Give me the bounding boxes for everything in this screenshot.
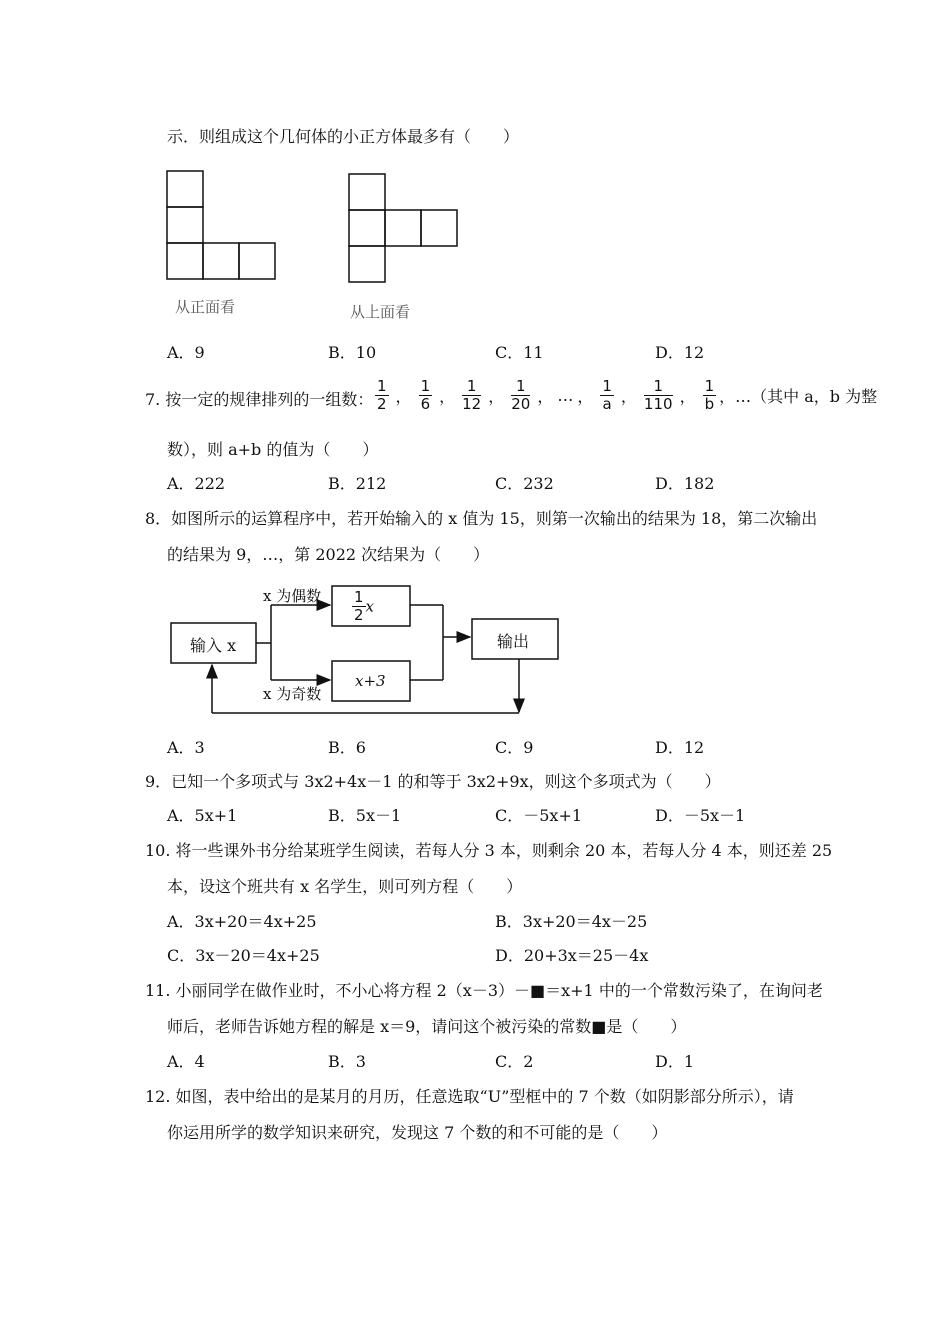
q7-prefix: 7. 按一定的规律排列的一组数： — [145, 390, 374, 409]
q8-line1: 8．如图所示的运算程序中，若开始输入的 x 值为 15，则第一次输出的结果为 18，第二次输出 — [145, 509, 818, 528]
q7-option-c: C．232 — [495, 474, 554, 493]
fraction: $\frac{1}{110}$ — [643, 377, 673, 413]
q6-option-b: B．10 — [328, 343, 377, 362]
top-view-label: 从上面看 — [350, 303, 411, 321]
q10-option-d: D．20+3x＝25－4x — [495, 946, 649, 965]
q9-option-c: C．－5x+1 — [495, 806, 583, 825]
q11-option-b: B．3 — [328, 1052, 366, 1071]
q6-text: 示．则组成这个几何体的小正方体最多有（ ） — [167, 127, 520, 146]
q10-line1: 10. 将一些课外书分给某班学生阅读，若每人分 3 本，则剩余 20 本，若每人分 4 本，则还差 25 — [145, 841, 833, 860]
q8-option-a: A．3 — [167, 738, 205, 757]
q9-option-d: D．－5x－1 — [655, 806, 746, 825]
q7-line2: 数），则 a+b 的值为（ ） — [167, 440, 379, 459]
q7-sequence: $\frac{1}{2}$ ， $\frac{1}{6}$ ， $\frac{1}{12}$ ， $\frac{1}{20}$ ， … ， $\frac{1}{a}$ ， $\frac{1}{110}$ ， $\frac{1}{b}$ ，…（其中 a，b 为整 — [377, 377, 878, 413]
q10-line2: 本，设这个班共有 x 名学生，则可列方程（ ） — [167, 877, 523, 896]
q11-option-a: A．4 — [167, 1052, 205, 1071]
fraction: $\frac{1}{20}$ — [511, 377, 531, 413]
q10-option-b: B．3x+20＝4x－25 — [495, 912, 648, 931]
q9-option-b: B．5x－1 — [328, 806, 402, 825]
q12-line1: 12. 如图，表中给出的是某月的月历，任意选取“U”型框中的 7 个数（如阴影部分所示），请 — [145, 1087, 794, 1106]
q12-line2: 你运用所学的数学知识来研究，发现这 7 个数的和不可能的是（ ） — [167, 1123, 668, 1142]
q8-option-b: B．6 — [328, 738, 366, 757]
half-denominator: 2 — [354, 606, 364, 624]
q8-option-d: D．12 — [655, 738, 705, 757]
fraction: $\frac{1}{a}$ — [602, 377, 612, 413]
flow-odd-label: x 为奇数 — [263, 685, 322, 703]
q6-option-d: D．12 — [655, 343, 705, 362]
q8-line2: 的结果为 9，…，第 2022 次结果为（ ） — [167, 545, 490, 564]
flow-half-expr — [352, 589, 374, 624]
fraction: $\frac{1}{6}$ — [420, 377, 431, 413]
ellipsis: … — [557, 386, 574, 405]
q7-suffix: ，…（其中 a，b 为整 — [719, 387, 878, 406]
front-view-label: 从正面看 — [175, 298, 236, 316]
q9-option-a: A．5x+1 — [167, 806, 238, 825]
fraction: $\frac{1}{12}$ — [462, 377, 482, 413]
flow-plus3-label: x+3 — [355, 672, 386, 690]
q11-line2: 师后，老师告诉她方程的解是 x＝9，请问这个被污染的常数■是（ ） — [167, 1017, 687, 1036]
half-numerator: 1 — [354, 588, 364, 606]
q6-option-a: A．9 — [167, 343, 205, 362]
q8-option-c: C．9 — [495, 738, 534, 757]
q9-text: 9．已知一个多项式与 3x2+4x－1 的和等于 3x2+9x，则这个多项式为（ ） — [145, 772, 721, 791]
flow-input-label: 输入 x — [190, 636, 237, 655]
fraction: $\frac{1}{2}$ — [377, 377, 387, 413]
q11-line1: 11. 小丽同学在做作业时，不小心将方程 2（x－3）－■＝x+1 中的一个常数污染了，在询问老 — [145, 981, 823, 1000]
q11-option-c: C．2 — [495, 1052, 534, 1071]
q10-option-a: A．3x+20＝4x+25 — [167, 912, 317, 931]
q7-option-d: D．182 — [655, 474, 715, 493]
q10-option-c: C．3x－20＝4x+25 — [167, 946, 320, 965]
flow-even-label: x 为偶数 — [263, 587, 322, 605]
q7-option-b: B．212 — [328, 474, 387, 493]
fraction: $\frac{1}{b}$ — [704, 377, 715, 413]
q7-option-a: A．222 — [167, 474, 226, 493]
half-variable: x — [365, 597, 375, 616]
q11-option-d: D．1 — [655, 1052, 695, 1071]
flow-output-label: 输出 — [497, 632, 530, 651]
q6-option-c: C．11 — [495, 343, 544, 362]
